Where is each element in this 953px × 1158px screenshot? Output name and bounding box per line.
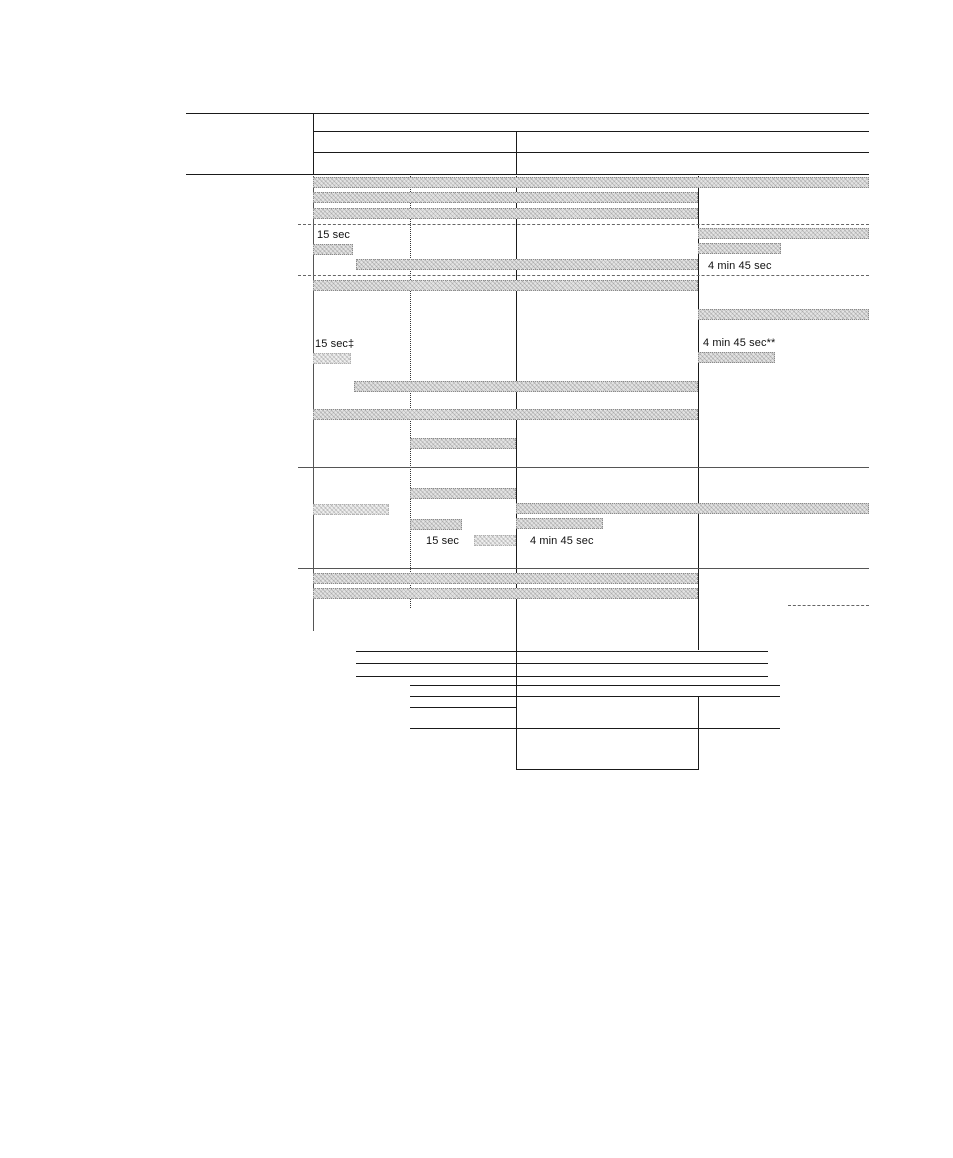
header-rule-2 — [313, 131, 869, 132]
subtable-rule-2 — [356, 663, 768, 664]
shaded-bar — [474, 535, 516, 546]
group-separator-4 — [298, 568, 869, 569]
shaded-bar — [516, 518, 603, 529]
shaded-bar — [698, 243, 781, 254]
group-separator-2 — [298, 275, 869, 276]
shaded-bar — [313, 280, 698, 291]
header-bottom-rule — [186, 174, 869, 175]
header-divider-left — [313, 113, 314, 174]
group-separator-3 — [298, 467, 869, 468]
short-dotted-rule — [788, 605, 869, 606]
shaded-bar — [698, 228, 869, 239]
shaded-bar — [313, 208, 698, 219]
shaded-bar — [313, 588, 698, 599]
subtable-divider-right — [698, 696, 699, 770]
shaded-bar — [313, 353, 351, 364]
shaded-bar — [313, 409, 698, 420]
header-divider-mid — [516, 131, 517, 174]
timing-end-label: 4 min 45 sec — [708, 260, 772, 272]
shaded-bar — [410, 438, 516, 449]
shaded-bar — [313, 192, 698, 203]
shaded-bar — [410, 488, 516, 499]
subtable-rule-3 — [356, 676, 768, 677]
shaded-bar — [313, 573, 698, 584]
shaded-bar — [313, 244, 353, 255]
shaded-bar — [698, 352, 775, 363]
shaded-bar — [313, 504, 389, 515]
subtable-rule-1 — [356, 651, 768, 652]
subtable-rule-4 — [410, 685, 780, 686]
timing-start-label: 15 sec‡ — [315, 338, 355, 350]
timing-start-label: 15 sec — [317, 229, 351, 241]
timing-start-label: 15 sec — [426, 535, 460, 547]
shaded-bar — [354, 381, 698, 392]
shaded-bar — [698, 309, 869, 320]
subtable-rule-5 — [410, 696, 780, 697]
timing-end-label: 4 min 45 sec — [530, 535, 594, 547]
subtable-bottom-rule — [516, 769, 698, 770]
subtable-rule-6 — [410, 707, 516, 708]
shaded-bar — [516, 503, 869, 514]
subtable-rule-7 — [410, 728, 780, 729]
shaded-bar — [356, 259, 698, 270]
shaded-bar — [313, 177, 869, 188]
header-rule-3 — [313, 152, 869, 153]
header-top-rule — [186, 113, 869, 114]
timing-end-label: 4 min 45 sec** — [703, 337, 776, 349]
column-divider-2 — [410, 176, 411, 608]
group-separator-1 — [298, 224, 869, 225]
shaded-bar — [410, 519, 462, 530]
